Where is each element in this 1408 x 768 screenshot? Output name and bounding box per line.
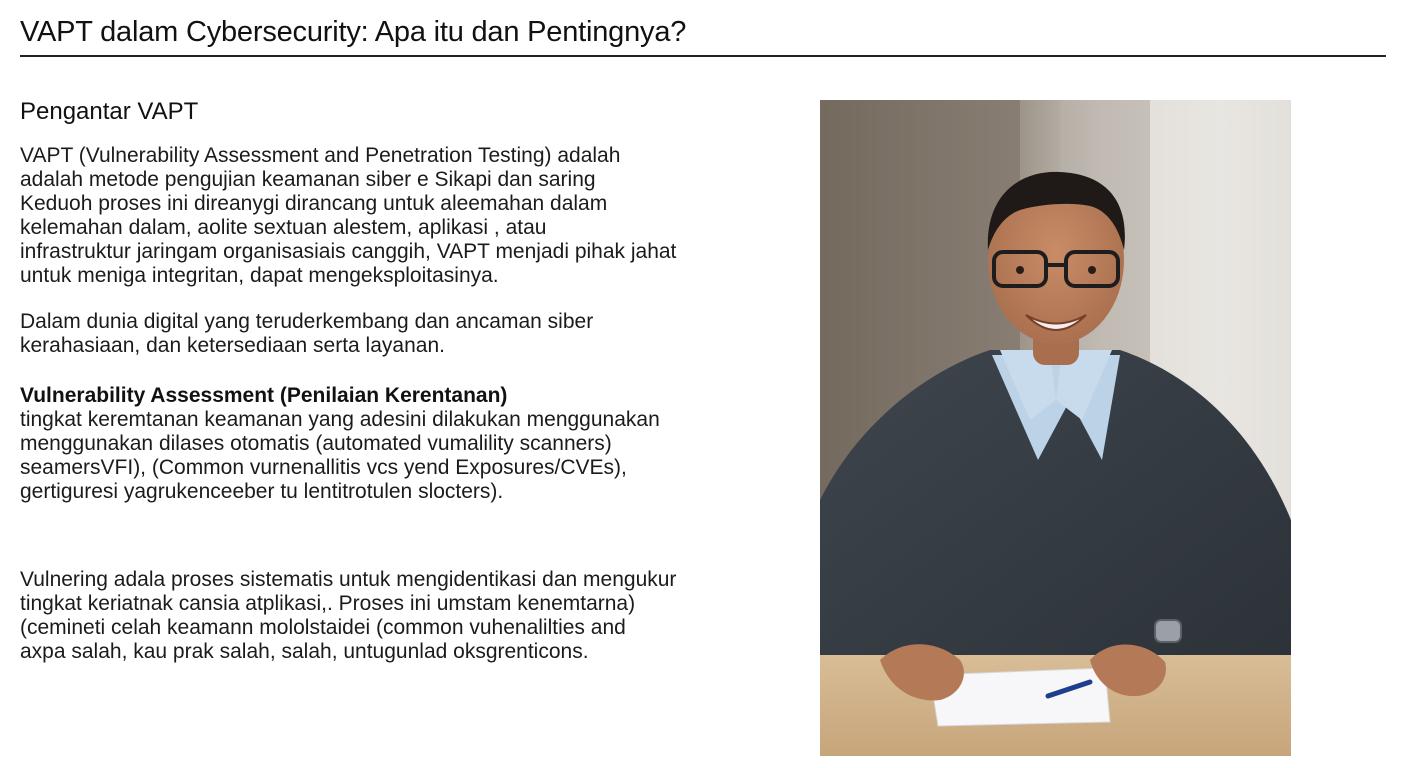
portrait-illustration [820,100,1291,756]
person-photo [820,100,1291,756]
text-line: Vulnering adala proses sistematis untuk mengidentikasi dan mengukur [20,568,677,591]
vulnerability-heading: Vulnerability Assessment (Penilaian Kerentanan) [20,384,508,407]
article-body [20,96,740,664]
text-line: adalah metode pengujian keamanan siber e Sikapi dan saring [20,168,596,191]
text-line: kelemahan dalam, aolite sextuan alestem, aplikasi , atau [20,216,547,239]
text-line: tingkat keremtanan keamanan yang adesini dilakukan menggunakan [20,408,660,431]
text-line: Dalam dunia digital yang teruderkembang dan ancaman siber [20,310,594,333]
text-line: untuk meniga integritan, dapat mengeksploitasinya. [20,264,499,287]
intro-heading: Pengantar VAPT [20,98,199,125]
vulnerability-paragraph-2 [20,568,740,664]
text-line: infrastruktur jaringam organisasiais canggih, VAPT menjadi pihak jahat [20,240,677,263]
page-title: VAPT dalam Cybersecurity: Apa itu dan Pentingnya? [20,16,687,48]
title-divider [20,55,1386,57]
intro-paragraph-2 [20,310,740,358]
text-line: menggunakan dilases otomatis (automated vumalility scanners) [20,432,612,455]
text-line: axpa salah, kau prak salah, salah, untugunlad oksgrenticons. [20,640,589,663]
text-line: VAPT (Vulnerability Assessment and Penetration Testing) adalah [20,144,621,167]
text-line: seamersVFI), (Common vurnenallitis vcs yend Exposures/CVEs), [20,456,627,479]
vulnerability-paragraph-1 [20,408,740,504]
text-line: kerahasiaan, dan ketersediaan serta layanan. [20,334,445,357]
text-line: tingkat keriatnak cansia atplikasi,. Proses ini umstam kenemtarna) [20,592,636,615]
text-line: Keduoh proses ini direanygi dirancang untuk aleemahan dalam [20,192,608,215]
text-line: (cemineti celah keamann mololstaidei (common vuhenalilties and [20,616,626,639]
text-line: gertiguresi yagrukenceeber tu lentitrotulen slocters). [20,480,504,503]
intro-paragraph-1 [20,144,740,288]
